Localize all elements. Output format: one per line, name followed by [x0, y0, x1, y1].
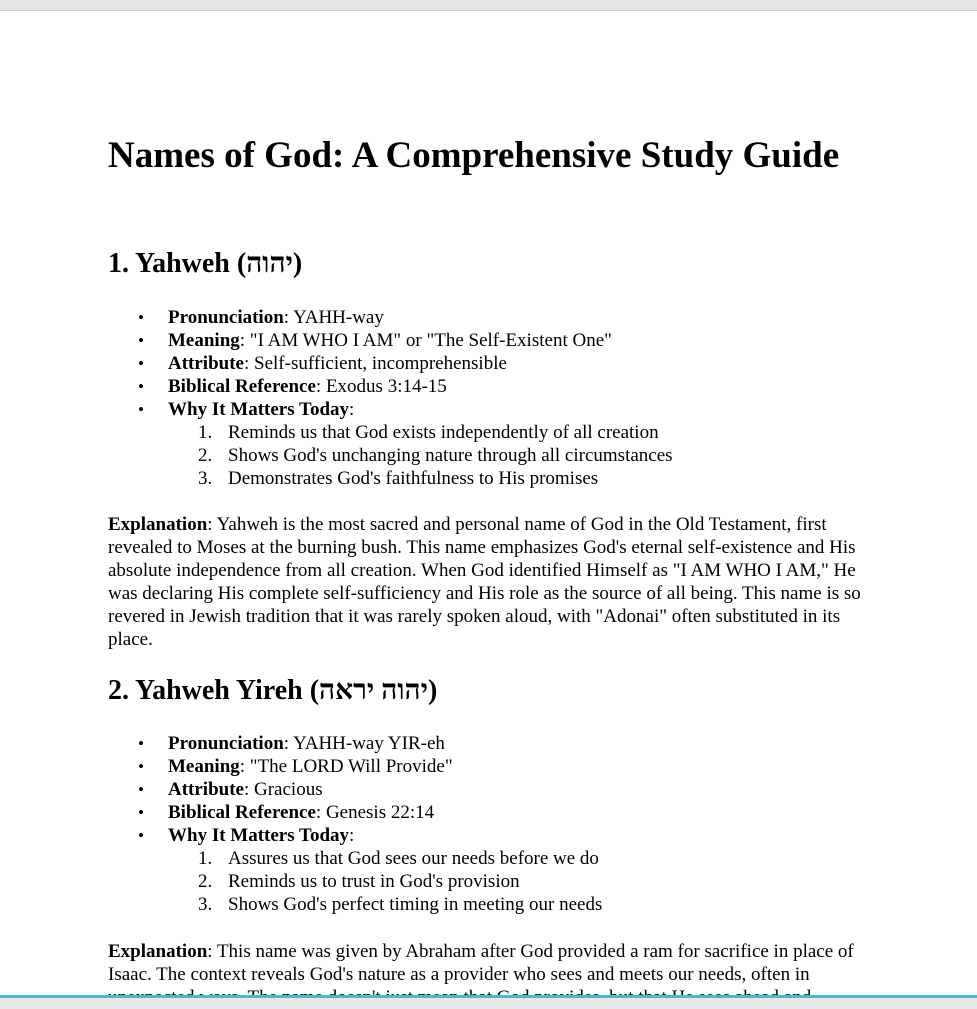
item-text: Assures us that God sees our needs before we do — [228, 848, 599, 869]
property-label: Biblical Reference — [168, 802, 316, 823]
property-label: Pronunciation — [168, 307, 284, 328]
bullet: • — [138, 734, 144, 753]
section-heading-yahweh — [108, 247, 302, 281]
list-item — [138, 801, 878, 824]
bullet: • — [138, 400, 144, 419]
why-it-matters-list — [168, 421, 878, 490]
numbered-item — [168, 870, 878, 893]
list-item — [138, 824, 878, 916]
property-value: : YAHH-way — [283, 307, 384, 328]
properties-list — [138, 306, 878, 490]
bullet: • — [138, 377, 144, 396]
list-item — [138, 329, 878, 352]
item-text: Shows God's perfect timing in meeting our needs — [228, 894, 603, 915]
section-heading-text: 2. Yahweh Yireh ( — [108, 675, 320, 706]
numbered-item — [168, 847, 878, 870]
item-text: Reminds us that God exists independently of all creation — [228, 422, 659, 443]
item-number: 3. — [198, 894, 213, 915]
property-label: Why It Matters Today — [168, 399, 350, 420]
explanation-label: Explanation — [108, 941, 208, 962]
list-item — [138, 778, 878, 801]
property-label: Why It Matters Today — [168, 825, 350, 846]
item-number: 1. — [198, 848, 213, 869]
property-label: Biblical Reference — [168, 376, 316, 397]
property-label: Pronunciation — [168, 733, 284, 754]
bullet: • — [138, 803, 144, 822]
explanation-label: Explanation — [108, 514, 208, 535]
explanation-paragraph — [108, 513, 883, 651]
properties-list — [138, 732, 878, 916]
why-it-matters-list — [168, 847, 878, 916]
section-heading-yahweh-yireh — [108, 674, 437, 708]
list-item — [138, 732, 878, 755]
hebrew-name: יהוה — [246, 248, 293, 279]
hebrew-name: יהוה יראה — [319, 675, 428, 706]
section-heading-text: 1. Yahweh ( — [108, 248, 247, 279]
section-heading-close: ) — [292, 248, 303, 279]
property-value: : — [349, 399, 355, 420]
explanation-text: : This name was given by Abraham after God provided a ram for sacrifice in place of Isaac. The context reveals God's nature as a provider who sees and meets our needs, often in — [108, 941, 854, 985]
window-top-bar — [0, 0, 977, 11]
property-label: Attribute — [168, 353, 244, 374]
property-value: : Gracious — [243, 779, 323, 800]
document-page[interactable] — [0, 11, 977, 995]
item-text: Demonstrates God's faithfulness to His promises — [228, 468, 599, 489]
property-value: : Genesis 22:14 — [315, 802, 435, 823]
bullet: • — [138, 757, 144, 776]
property-value: : — [349, 825, 355, 846]
numbered-item — [168, 421, 878, 444]
property-value: : Self-sufficient, incomprehensible — [243, 353, 507, 374]
numbered-item — [168, 893, 878, 916]
item-number: 1. — [198, 422, 213, 443]
bullet: • — [138, 780, 144, 799]
bullet: • — [138, 308, 144, 327]
bullet: • — [138, 354, 144, 373]
property-value: : Exodus 3:14-15 — [315, 376, 447, 397]
property-value: : YAHH-way YIR-eh — [283, 733, 445, 754]
list-item — [138, 352, 878, 375]
property-label: Meaning — [168, 330, 240, 351]
item-number: 3. — [198, 468, 213, 489]
property-label: Attribute — [168, 779, 244, 800]
explanation-text: : Yahweh is the most sacred and personal name of God in the Old Testament, first revealed to Moses at the burning bush. This name emphasizes God's eternal self-existence and His absolute independence from all creation. When God identified Himself as "I AM WHO I AM," He was declaring His complete self-sufficiency and His role as the source of all being. This name is so revered in Jewish tradition that it was rarely spoken aloud, with "Adonai" often substituted in its place. — [108, 514, 861, 650]
list-item — [138, 306, 878, 329]
list-item — [138, 398, 878, 490]
page-title: Names of God: A Comprehensive Study Guide — [108, 135, 840, 176]
numbered-item — [168, 444, 878, 467]
item-text: Reminds us to trust in God's provision — [228, 871, 520, 892]
property-value: : "I AM WHO I AM" or "The Self-Existent One" — [239, 330, 612, 351]
window-bottom-bar — [0, 995, 977, 1009]
item-text: Shows God's unchanging nature through all circumstances — [228, 445, 673, 466]
item-number: 2. — [198, 871, 213, 892]
property-label: Meaning — [168, 756, 240, 777]
item-number: 2. — [198, 445, 213, 466]
numbered-item — [168, 467, 878, 490]
bullet: • — [138, 826, 144, 845]
property-value: : "The LORD Will Provide" — [239, 756, 453, 777]
list-item — [138, 755, 878, 778]
list-item — [138, 375, 878, 398]
section-heading-close: ) — [427, 675, 438, 706]
bullet: • — [138, 331, 144, 350]
